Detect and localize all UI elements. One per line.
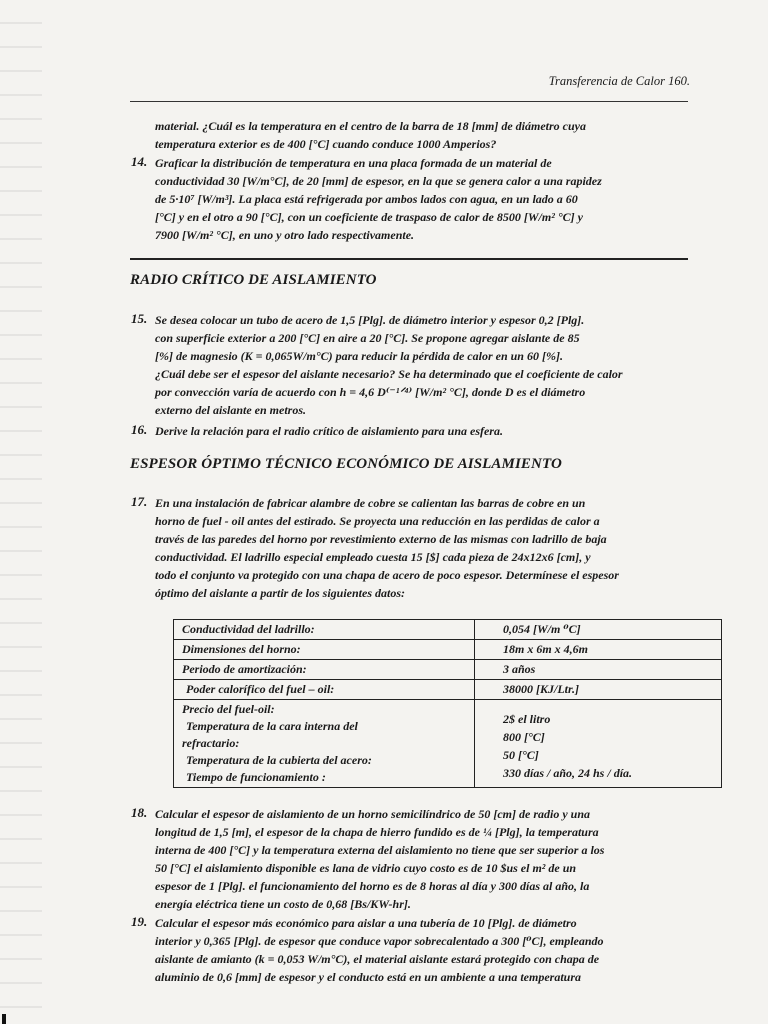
table-cell-value: 0,054 [W/m ⁰C] (475, 620, 722, 640)
text-line: través de las paredes del horno por revestimiento externo de las mismas con ladrillo de baja (155, 532, 607, 546)
table-value: 2$ el litro (503, 712, 551, 726)
text-line: [%] de magnesio (K = 0,065W/m°C) para reducir la pérdida de calor en un 60 [%]. (155, 349, 563, 363)
problem-19-text (155, 914, 685, 986)
problem-18-number: 18. (131, 805, 148, 820)
text-line: de 5·10⁷ [W/m³]. La placa está refrigerada por ambos lados con agua, en un lado a 60 (155, 192, 578, 206)
data-table (173, 619, 722, 788)
text-line: [°C] y en el otro a 90 [°C], con un coeficiente de traspaso de calor de 8500 [W/m² °C] y (155, 210, 583, 224)
text-line: por convección varía de acuerdo con h = 4,6 D⁽⁻¹ᐟ⁴⁾ [W/m² °C], donde D es el diámetro (155, 385, 586, 399)
text-line: interna de 400 [°C] y la temperatura externa del aislamiento no tiene que ser superior a los (155, 843, 605, 857)
table-cell-value-group (475, 700, 722, 788)
text-line: Graficar la distribución de temperatura en una placa formada de un material de (155, 156, 552, 170)
table-label: Temperatura de la cara interna del (186, 719, 358, 733)
problem-13-continuation (155, 117, 685, 153)
table-cell-label: Conductividad del ladrillo: (174, 620, 475, 640)
section-title-radio-critico: RADIO CRÍTICO DE AISLAMIENTO (130, 272, 377, 288)
table-value: 50 [°C] (503, 748, 539, 762)
table-cell-value: 18m x 6m x 4,6m (475, 640, 722, 660)
text-line: conductividad. El ladrillo especial empleado cuesta 15 [$] cada pieza de 24x12x6 [cm], y (155, 550, 591, 564)
table-cell-value: 3 años (475, 660, 722, 680)
table-row (174, 640, 722, 660)
table-row (174, 700, 722, 788)
text-line: óptimo del aislante a partir de los siguientes datos: (155, 586, 406, 600)
text-line: espesor de 1 [Plg]. el funcionamiento del horno es de 8 horas al día y 300 días al año, la (155, 879, 590, 893)
section-title-espesor-optimo: ESPESOR ÓPTIMO TÉCNICO ECONÓMICO DE AISLAMIENTO (130, 456, 562, 472)
text-line: Calcular el espesor de aislamiento de un horno semicilíndrico de 50 [cm] de radio y una (155, 807, 590, 821)
text-line: energía eléctrica tiene un costo de 0,68 [Bs/KW-hr]. (155, 897, 411, 911)
table-row (174, 660, 722, 680)
text-line: 50 [°C] el aislamiento disponible es lana de vidrio cuyo costo es de 10 $us el m² de un (155, 861, 577, 875)
text-line: todo el conjunto va protegido con una chapa de acero de poco espesor. Determínese el espesor (155, 568, 619, 582)
problem-14-text (155, 154, 685, 244)
text-line: horno de fuel - oil antes del estirado. Se proyecta una reducción en las perdidas de calor a (155, 514, 600, 528)
table-label: Temperatura de la cubierta del acero: (186, 753, 372, 767)
table-label: refractario: (182, 736, 240, 750)
text-line: ¿Cuál debe ser el espesor del aislante necesario? Se ha determinado que el coeficiente de calor (155, 367, 623, 381)
problem-18-text (155, 805, 685, 913)
text-line: Calcular el espesor más económico para aislar a una tubería de 10 [Plg]. de diámetro (155, 916, 577, 930)
table-row (174, 620, 722, 640)
text-line: En una instalación de fabricar alambre de cobre se calientan las barras de cobre en un (155, 496, 586, 510)
problem-16-number: 16. (131, 422, 148, 437)
text-line: aislante de amianto (k = 0,053 W/m°C), el material aislante estará protegido con chapa de (155, 952, 600, 966)
text-line: Se desea colocar un tubo de acero de 1,5 [Plg]. de diámetro interior y espesor 0,2 [Plg]. (155, 313, 585, 327)
table-cell-label: Dimensiones del horno: (174, 640, 475, 660)
text-line: longitud de 1,5 [m], el espesor de la chapa de hierro fundido es de ¼ [Plg], la temperatura (155, 825, 599, 839)
problem-17-text (155, 494, 685, 602)
text-line: material. ¿Cuál es la temperatura en el centro de la barra de 18 [mm] de diámetro cuya (155, 119, 586, 133)
text-line: conductividad 30 [W/m°C], de 20 [mm] de espesor, en la que se genera calor a una rapidez (155, 174, 602, 188)
text-line: externo del aislante en metros. (155, 403, 306, 417)
table-label: Precio del fuel-oil: (182, 702, 275, 716)
table-row (174, 680, 722, 700)
header-rule (130, 101, 688, 102)
text-line: 7900 [W/m² °C], en uno y otro lado respectivamente. (155, 228, 415, 242)
text-line: interior y 0,365 [Plg]. de espesor que conduce vapor sobrecalentado a 300 [⁰C], empleando (155, 934, 604, 948)
text-line: Derive la relación para el radio crítico de aislamiento para una esfera. (155, 424, 503, 438)
table-cell-value: 38000 [KJ/Ltr.] (475, 680, 722, 700)
scan-mark (2, 1014, 6, 1024)
problem-14-number: 14. (131, 154, 148, 169)
table-cell-label: Poder calorífico del fuel – oil: (174, 680, 475, 700)
table-value: 800 [°C] (503, 730, 545, 744)
table-label: Tiempo de funcionamiento : (186, 770, 326, 784)
table-cell-label: Periodo de amortización: (174, 660, 475, 680)
problem-15-number: 15. (131, 311, 148, 326)
problem-15-text (155, 311, 685, 419)
table-cell-label-group (174, 700, 475, 788)
running-header: Transferencia de Calor 160. (548, 74, 690, 88)
text-line: temperatura exterior es de 400 [°C] cuando conduce 1000 Amperios? (155, 137, 497, 151)
problem-19-number: 19. (131, 914, 148, 929)
binding-margin (0, 0, 42, 1024)
text-line: aluminio de 0,6 [mm] de espesor y el conducto está en un ambiente a una temperatura (155, 970, 581, 984)
text-line: con superficie exterior a 200 [°C] en aire a 20 [°C]. Se propone agregar aislante de 85 (155, 331, 580, 345)
problem-17-number: 17. (131, 494, 148, 509)
section-rule (130, 258, 688, 260)
table-value: 330 días / año, 24 hs / día. (503, 766, 633, 780)
problem-16-text (155, 422, 685, 440)
